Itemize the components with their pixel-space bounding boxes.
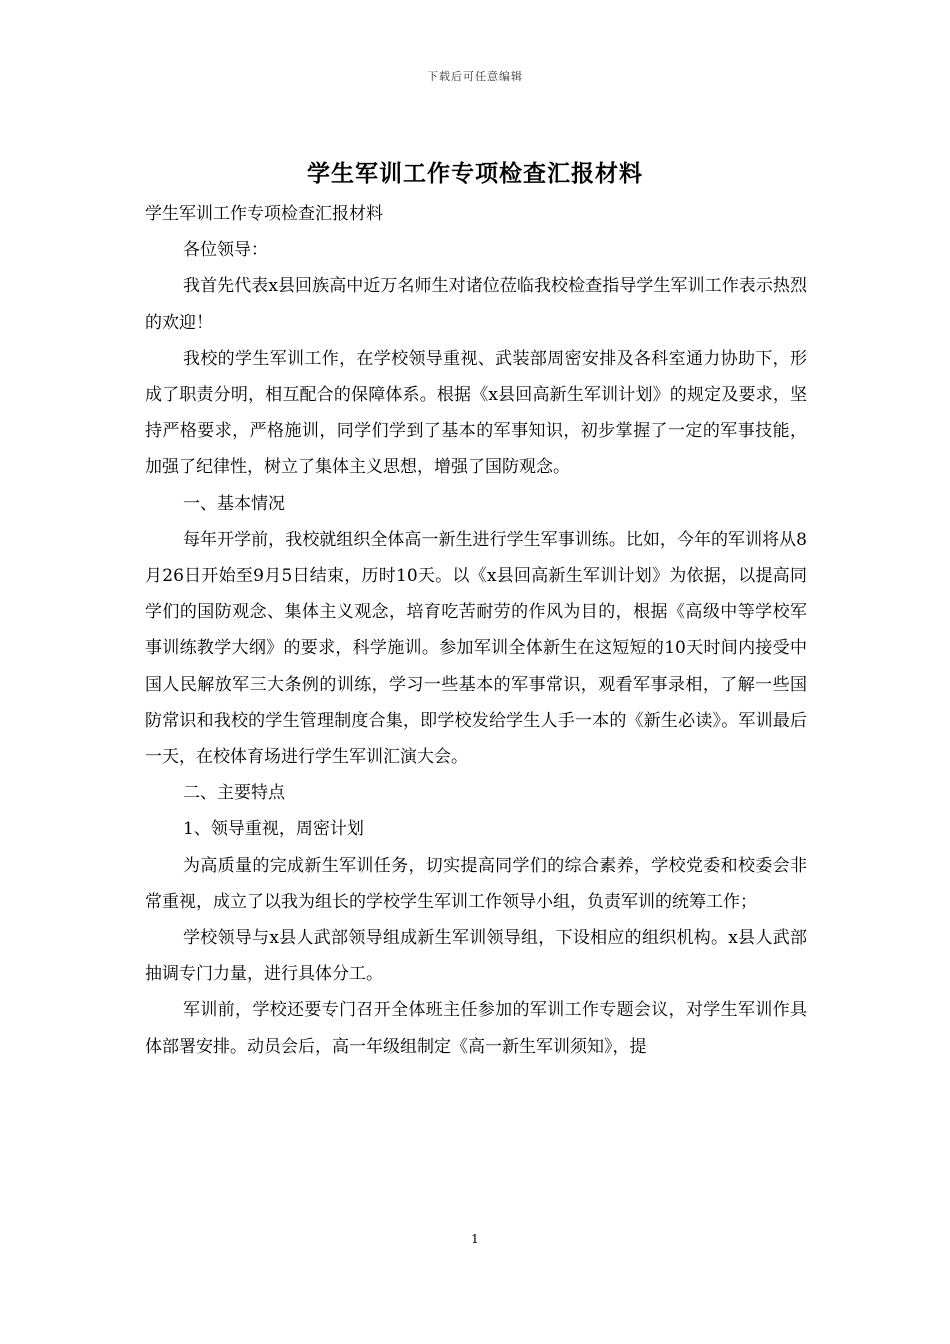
document-body — [145, 196, 807, 1065]
meeting-paragraph: 军训前，学校还要专门召开全体班主任参加的军训工作专题会议，对学生军训作具体部署安排。动员会后，高一年级组制定《高一新生军训须知》，提 — [145, 1000, 807, 1057]
document-title: 学生军训工作专项检查汇报材料 — [307, 160, 643, 187]
organization-paragraph: 学校领导与x县人武部领导组成新生军训领导组，下设相应的组织机构。x县人武部抽调专门力量，进行具体分工。 — [145, 928, 807, 985]
subtitle-paragraph: 学生军训工作专项检查汇报材料 — [145, 204, 383, 224]
basic-situation-paragraph: 每年开学前，我校就组织全体高一新生进行学生军事训练。比如，今年的军训将从8月26日开始至9月5日结束，历时10天。以《x县回高新生军训计划》为依据，以提高同学们的国防观念、集体主义观念，培育吃苦耐劳的作风为目的，根据《高级中等学校军事训练教学大纲》的要求，科学施训。参加军训全体新生在这短短的10天时间内接受中国人民解放军三大条例的训练，学习一些基本的军事常识，观看军事录相，了解一些国防常识和我校的学生管理制度合集，即学校发给学生人手一本的《新生必读》。军训最后一天，在校体育场进行学生军训汇演大会。 — [145, 529, 807, 768]
section-heading-basic: 一、基本情况 — [183, 493, 285, 514]
section-heading-features: 二、主要特点 — [183, 783, 285, 804]
subheading-leadership: 1、领导重视，周密计划 — [183, 819, 364, 840]
salutation-paragraph: 各位领导： — [183, 240, 268, 261]
page-number: 1 — [471, 1232, 479, 1246]
overview-paragraph: 我校的学生军训工作，在学校领导重视、武装部周密安排及各科室通力协助下，形成了职责分明，相互配合的保障体系。根据《x县回高新生军训计划》的规定及要求，坚持严格要求，严格施训，同学们学到了基本的军事知识，初步掌握了一定的军事技能，加强了纪律性，树立了集体主义思想，增强了国防观念。 — [145, 348, 807, 478]
welcome-paragraph: 我首先代表x县回族高中近万名师生对诸位莅临我校检查指导学生军训工作表示热烈的欢迎！ — [145, 276, 807, 333]
page-header-note: 下载后可任意编辑 — [427, 70, 523, 83]
leadership-paragraph: 为高质量的完成新生军训任务，切实提高同学们的综合素养，学校党委和校委会非常重视，成立了以我为组长的学校学生军训工作领导小组，负责军训的统筹工作； — [145, 855, 807, 912]
